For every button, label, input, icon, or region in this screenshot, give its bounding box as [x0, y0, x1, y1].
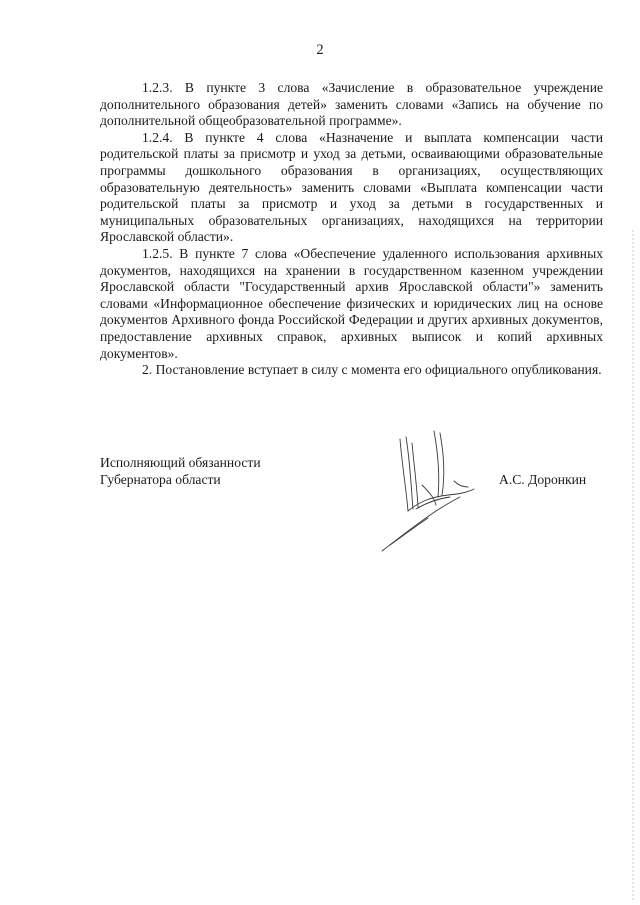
signatory-name: А.С. Доронкин: [499, 472, 587, 487]
signatory-position: [100, 454, 261, 488]
signatory-position-line-2: Губернатора области: [100, 472, 221, 487]
scan-edge-line: [632, 230, 634, 900]
page-number: 2: [316, 42, 324, 58]
paragraph-1-2-4: 1.2.4. В пункте 4 слова «Назначение и выплата компенсации части родительской платы за присмотр и уход за детьми, осваивающими образовательные программы дошкольного образования в организациях, осуществляющих образовательную деятельность» заменить словами «Выплата компенсации части родительской платы за присмотр и уход за детьми в государственных и муниципальных образовательных организациях, находящихся на территории Ярославской области».: [100, 129, 603, 245]
paragraph-1-2-5: 1.2.5. В пункте 7 слова «Обеспечение удаленного использования архивных документов, находящихся на хранении в государственном казенном учреждении Ярославской области "Государственный архив Ярославской области"» заменить словами «Информационное обеспечение физических и юридических лиц на основе документов Архивного фонда Российской Федерации и других архивных документов, предоставление архивных справок, архивных выписок и копий архивных документов».: [100, 245, 603, 361]
paragraph-1-2-3: 1.2.3. В пункте 3 слова «Зачисление в образовательное учреждение дополнительного образования детей» заменить словами «Запись на обучение по дополнительной общеобразовательной программе».: [100, 80, 603, 129]
document-body: [100, 80, 603, 379]
signatory-position-line-1: Исполняющий обязанности: [100, 455, 261, 470]
handwritten-signature: [370, 425, 490, 560]
paragraph-2: 2. Постановление вступает в силу с момента его официального опубликования.: [142, 362, 602, 378]
